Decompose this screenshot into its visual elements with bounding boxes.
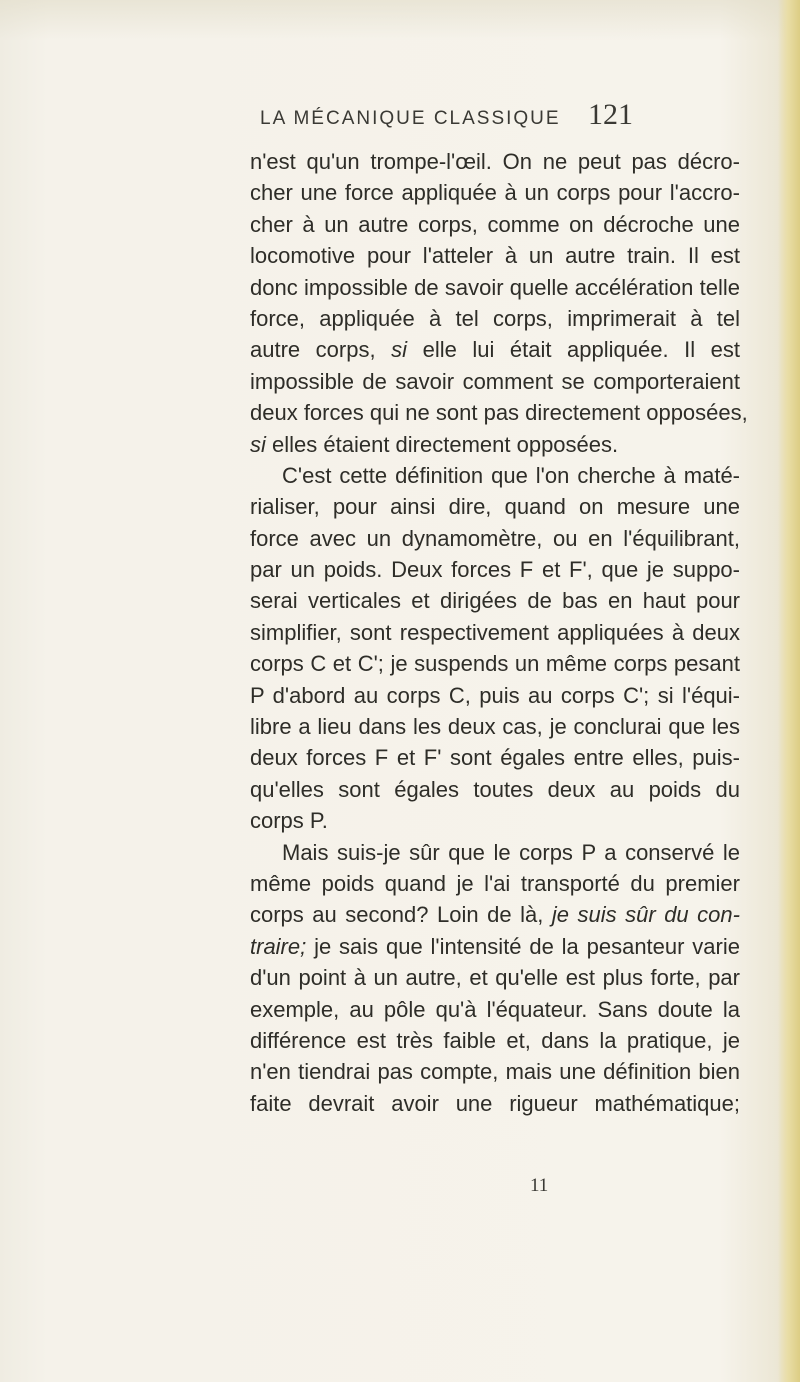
text-line: n'est qu'un trompe-l'œil. On ne peut pas décro- [250, 149, 740, 174]
text-line: P d'abord au corps C, puis au corps C'; si l'équi- [250, 682, 740, 708]
page-header [150, 98, 670, 138]
text-line: corps P. [250, 808, 328, 834]
text-line: qu'elles sont égales toutes deux au poids du [250, 776, 740, 802]
paragraph-start-line: C'est cette définition que l'on cherche à maté- [282, 462, 740, 488]
text-line: rialiser, pour ainsi dire, quand on mesure une [250, 494, 740, 520]
text-run: je sais que l'intensité de la pesanteur varie [314, 933, 740, 959]
page-edge-stain [778, 0, 800, 1382]
text-line: impossible de savoir comment se comporteraient [250, 368, 740, 394]
text-line: force, appliquée à tel corps, imprimerait à tel [250, 305, 740, 331]
italic-run: si [391, 337, 408, 363]
text-run: autre corps, [250, 337, 376, 363]
italic-run: je suis sûr du con- [551, 902, 740, 928]
text-line: deux forces qui ne sont pas directement opposées, [250, 400, 748, 426]
text-line: différence est très faible et, dans la pratique, je [250, 1027, 740, 1053]
body-text [250, 146, 748, 1119]
text-line: par un poids. Deux forces F et F', que je suppo- [250, 557, 740, 583]
italic-run: si [250, 431, 266, 457]
text-line: simplifier, sont respectivement appliquées à deux [250, 619, 740, 645]
text-line: exemple, au pôle qu'à l'équateur. Sans doute la [250, 996, 740, 1022]
text-line: n'en tiendrai pas compte, mais une définition bien [250, 1059, 740, 1085]
text-line [250, 899, 740, 930]
page-top-shadow [0, 0, 800, 40]
text-line: donc impossible de savoir quelle accélération telle [250, 274, 740, 300]
text-line: serai verticales et dirigées de bas en haut pour [250, 588, 740, 614]
text-line: faite devrait avoir une rigueur mathématique; [250, 1090, 740, 1116]
text-line [250, 429, 740, 460]
text-line: même poids quand je l'ai transporté du premier [250, 870, 740, 896]
text-line [250, 931, 740, 962]
text-line: deux forces F et F' sont égales entre elles, puis- [250, 745, 740, 771]
text-line: cher à un autre corps, comme on décroche une [250, 211, 740, 237]
page-number: 121 [588, 98, 633, 131]
running-head: LA MÉCANIQUE CLASSIQUE [260, 108, 561, 129]
text-run: elles étaient directement opposées. [272, 431, 619, 457]
text-run: elle lui était appliquée. Il est [422, 337, 740, 363]
text-line: cher une force appliquée à un corps pour l'accro- [250, 180, 740, 206]
text-run: corps au second? Loin de là, [250, 902, 544, 928]
text-line: force avec un dynamomètre, ou en l'équilibrant, [250, 525, 740, 551]
text-line: libre a lieu dans les deux cas, je conclurai que les [250, 714, 740, 740]
text-line: locomotive pour l'atteler à un autre train. Il est [250, 243, 740, 269]
paragraph-start-line: Mais suis-je sûr que le corps P a conservé le [282, 839, 740, 865]
text-line: d'un point à un autre, et qu'elle est plus forte, par [250, 965, 740, 991]
italic-run: traire; [250, 933, 307, 959]
signature-mark: 11 [530, 1175, 549, 1196]
text-line: corps C et C'; je suspends un même corps pesant [250, 651, 740, 677]
text-line [250, 334, 740, 365]
